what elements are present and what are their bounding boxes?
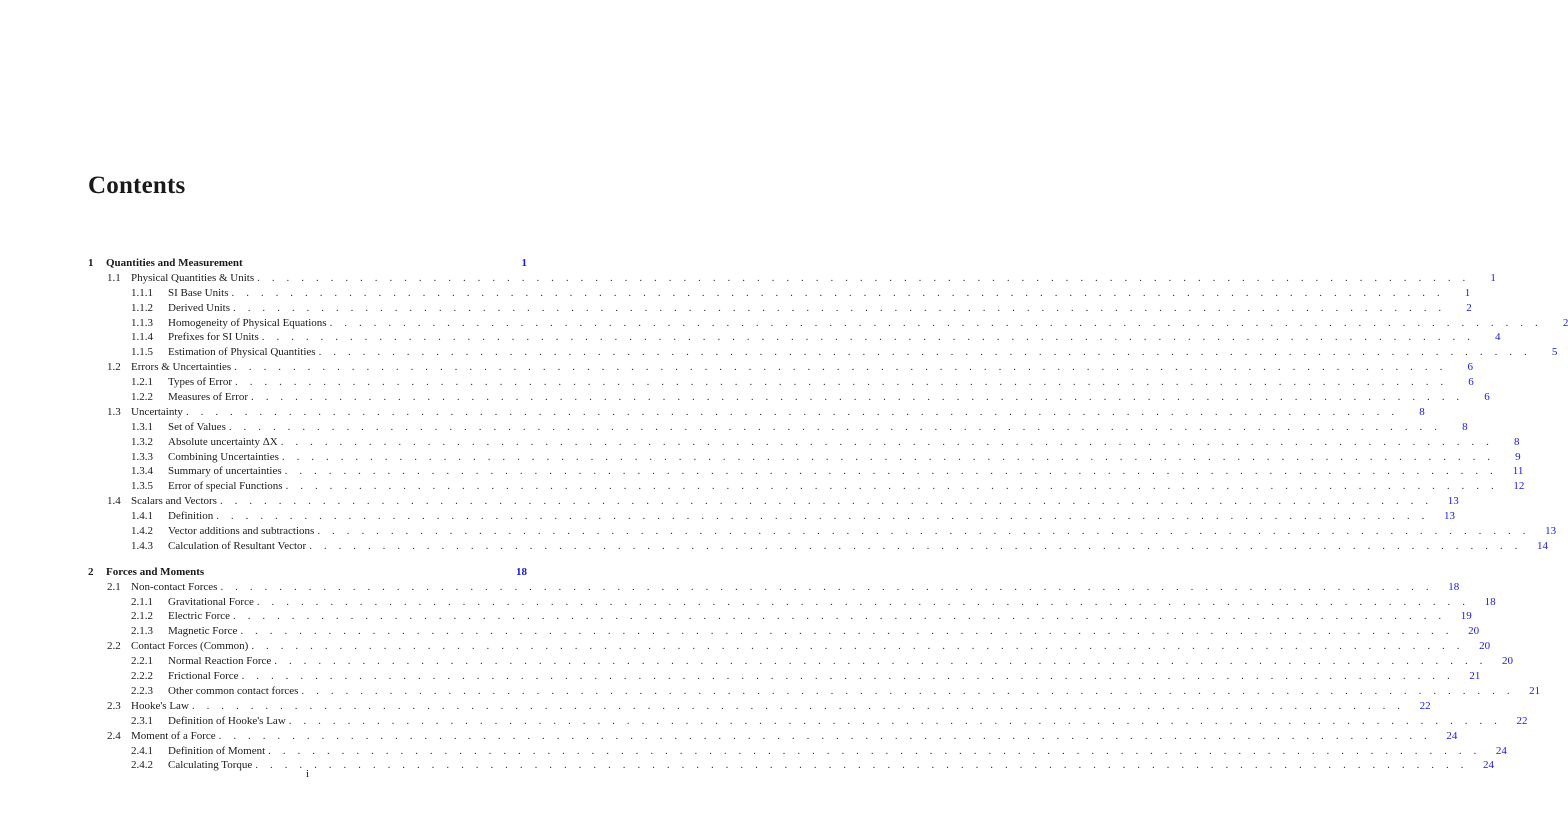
toc-page-link[interactable]: 24: [1495, 744, 1507, 757]
toc-dot-leader: . . . . . . . . . . . . . . . . . . . . . . . . . . . . . . . . . . . . . . . . . . . . . . . . . . . . . . . . . . . . . . . . . . . . . . . . . . . . . . . . . . .: [220, 580, 1434, 593]
toc-entry-number: 2.4: [107, 729, 121, 742]
toc-subsection-entry[interactable]: [0, 375, 1474, 390]
toc-dot-leader: . . . . . . . . . . . . . . . . . . . . . . . . . . . . . . . . . . . . . . . . . . . . . . . . . . . . . . . . . . . . . . . . . . . . . . . . . . . . . . . . . . .: [301, 684, 1515, 697]
toc-page-link[interactable]: 13: [1447, 495, 1459, 508]
toc-page-link[interactable]: 2: [1562, 316, 1568, 329]
toc-subsection-entry[interactable]: [0, 684, 1541, 699]
toc-entry-number: 2.2.2: [131, 670, 153, 683]
toc-page-link[interactable]: 24: [1483, 759, 1495, 772]
toc-page-link[interactable]: 20: [1502, 655, 1513, 668]
toc-entry-number: 1.4.3: [131, 539, 153, 552]
toc-dot-leader: . . . . . . . . . . . . . . . . . . . . . . . . . . . . . . . . . . . . . . . . . . . . . . . . . . . . . . . . . . . . . . . . . . . . . . . . . . . . . . . . . . .: [255, 759, 1469, 772]
toc-entry-number: 1.1: [107, 271, 121, 284]
toc-page-link[interactable]: 13: [1443, 510, 1455, 523]
table-of-contents: [0, 256, 1568, 773]
toc-dot-leader: . . . . . . . . . . . . . . . . . . . . . . . . . . . . . . . . . . . . . . . . . . . . . . . . . . . . . . . . . . . . . . . . . . . . . . . . . . . . . . . . . . .: [284, 465, 1498, 478]
toc-subsection-entry[interactable]: [0, 654, 1513, 669]
toc-entry-number: 1.3.5: [131, 480, 153, 493]
toc-page-link[interactable]: 14: [1536, 539, 1548, 552]
toc-entry-title[interactable]: Normal Reaction Force: [168, 655, 272, 668]
toc-entry-title[interactable]: SI Base Units: [168, 286, 229, 299]
toc-dot-leader: . . . . . . . . . . . . . . . . . . . . . . . . . . . . . . . . . . . . . . . . . . . . . . . . . . . . . . . . . . . . . . . . . . . . . . . . . . . . . . . . . . .: [317, 525, 1531, 538]
toc-section-entry[interactable]: [0, 580, 1460, 595]
toc-dot-leader: . . . . . . . . . . . . . . . . . . . . . . . . . . . . . . . . . . . . . . . . . . . . . . . . . . . . . . . . . . . . . . . . . . . . . . . . . . . . . . . . . . .: [251, 391, 1464, 404]
toc-page-link[interactable]: 21: [1529, 684, 1541, 697]
toc-page-link[interactable]: 11: [1512, 465, 1524, 478]
toc-entry-title[interactable]: Measures of Error: [168, 391, 249, 404]
toc-page-link[interactable]: 20: [1479, 640, 1491, 653]
toc-page-link[interactable]: 2: [1466, 301, 1472, 314]
toc-entry-title[interactable]: Definition: [168, 510, 214, 523]
toc-dot-leader: . . . . . . . . . . . . . . . . . . . . . . . . . . . . . . . . . . . . . . . . . . . . . . . . . . . . . . . . . . . . . . . . . . . . . . . . . . . . . . . . . . .: [285, 480, 1499, 493]
toc-entry-number: 2.2.1: [131, 655, 153, 668]
toc-subsection-entry[interactable]: [0, 301, 1472, 316]
toc-entry-title[interactable]: Moment of a Force: [131, 729, 216, 742]
toc-page-link[interactable]: 18: [516, 565, 527, 578]
toc-dot-leader: . . . . . . . . . . . . . . . . . . . . . . . . . . . . . . . . . . . . . . . . . . . . . . . . . . . . . . . . . . . . . . . . . . . . . . . . . . . . . . . . . . .: [274, 655, 1487, 668]
toc-entry-title[interactable]: Combining Uncertainties: [168, 450, 279, 463]
toc-entry-title[interactable]: Magnetic Force: [168, 625, 238, 638]
toc-page-link[interactable]: 6: [1467, 361, 1473, 374]
toc-entry-title[interactable]: Definition of Hooke's Law: [168, 714, 286, 727]
toc-page-link[interactable]: 6: [1484, 391, 1490, 404]
toc-entry-title[interactable]: Calculating Torque: [168, 759, 253, 772]
toc-dot-leader: . . . . . . . . . . . . . . . . . . . . . . . . . . . . . . . . . . . . . . . . . . . . . . . . . . . . . . . . . . . . . . . . . . . . . . . . . . . . . . . . . . .: [309, 539, 1522, 552]
toc-dot-leader: . . . . . . . . . . . . . . . . . . . . . . . . . . . . . . . . . . . . . . . . . . . . . . . . . . . . . . . . . . . . . . . . . . . . . . . . . . . . . . . . . . .: [216, 510, 1429, 523]
toc-entry-title[interactable]: Vector additions and subtractions: [168, 525, 315, 538]
toc-entry-number: 1.1.3: [131, 316, 153, 329]
toc-subsection-entry[interactable]: [0, 450, 1521, 465]
toc-subsection-entry[interactable]: [0, 539, 1548, 554]
toc-entry-title[interactable]: Calculation of Resultant Vector: [168, 539, 307, 552]
toc-subsection-entry[interactable]: [0, 609, 1472, 624]
toc-dot-leader: . . . . . . . . . . . . . . . . . . . . . . . . . . . . . . . . . . . . . . . . . . . . . . . . . . . . . . . . . . . . . . . . . . . . . . . . . . . . . . . . . . .: [240, 625, 1454, 638]
toc-page-link[interactable]: 22: [1516, 714, 1528, 727]
toc-subsection-entry[interactable]: [0, 744, 1507, 759]
toc-entry-number: 1.1.1: [131, 286, 153, 299]
toc-page-link[interactable]: 8: [1513, 435, 1520, 448]
toc-subsection-entry[interactable]: [0, 669, 1481, 684]
toc-page-link[interactable]: 21: [1469, 670, 1481, 683]
toc-entry-number: 2.3.1: [131, 714, 153, 727]
toc-entry-title[interactable]: Gravitational Force: [168, 595, 254, 608]
toc-dot-leader: . . . . . . . . . . . . . . . . . . . . . . . . . . . . . . . . . . . . . . . . . . . . . . . . . . . . . . . . . . . . . . . . . . . . . . . . . . . . . . . . . . .: [261, 331, 1475, 344]
toc-entry-title[interactable]: Physical Quantities & Units: [131, 271, 255, 284]
toc-chapter-entry[interactable]: [0, 565, 615, 580]
toc-page-link[interactable]: 9: [1515, 450, 1521, 463]
toc-page-link[interactable]: 18: [1448, 580, 1460, 593]
toc-page-link[interactable]: 5: [1551, 346, 1558, 359]
toc-subsection-entry[interactable]: [0, 464, 1524, 479]
toc-entry-number: 2.1: [107, 580, 121, 593]
toc-page-link[interactable]: 19: [1460, 610, 1472, 623]
toc-dot-leader: . . . . . . . . . . . . . . . . . . . . . . . . . . . . . . . . . . . . . . . . . . . . . . . . . . . . . . . . . . . . . . . . . . . . . . . . . . . . . . . . . . .: [231, 286, 1445, 299]
toc-subsection-entry[interactable]: [0, 435, 1520, 450]
toc-dot-leader: . . . . . . . . . . . . . . . . . . . . . . . . . . . . . . . . . . . . . . . . . . . . . . . . . . . . . . . . . . . . . . . . . . . . . . . . . . . . . . . . . . .: [218, 729, 1432, 742]
toc-subsection-entry[interactable]: [0, 509, 1455, 524]
toc-section-entry[interactable]: [0, 405, 1425, 420]
contents-heading: Contents: [88, 172, 186, 199]
toc-entry-title[interactable]: Definition of Moment: [168, 744, 266, 757]
toc-entry-title[interactable]: Set of Values: [168, 420, 226, 433]
toc-entry-title[interactable]: Contact Forces (Common): [131, 640, 249, 653]
toc-entry-number: 1.2.2: [131, 391, 153, 404]
toc-entry-number: 2: [88, 565, 94, 578]
toc-page-link[interactable]: 13: [1545, 525, 1557, 538]
toc-entry-title[interactable]: Absolute uncertainty ΔX: [168, 435, 278, 448]
toc-entry-title[interactable]: Non-contact Forces: [131, 580, 218, 593]
toc-entry-number: 2.1.1: [131, 595, 153, 608]
toc-entry-number: 1.1.4: [131, 331, 153, 344]
toc-subsection-entry[interactable]: [0, 316, 1568, 331]
toc-subsection-entry[interactable]: [0, 345, 1558, 360]
toc-subsection-entry[interactable]: [0, 390, 1490, 405]
toc-dot-leader: . . . . . . . . . . . . . . . . . . . . . . . . . . . . . . . . . . . . . . . . . . . . . . . . . . . . . . . . . . . . . . . . . . . . . . . . . . . . . . . . . . .: [256, 595, 1470, 608]
toc-subsection-entry[interactable]: [0, 595, 1496, 610]
toc-subsection-entry[interactable]: [0, 479, 1525, 494]
toc-entry-number: 2.2: [107, 640, 121, 653]
toc-dot-leader: . . . . . . . . . . . . . . . . . . . . . . . . . . . . . . . . . . . . . . . . . . . . . . . . . . . . . . . . . . . . . . . . . . . . . . . . . . . . . . . . . . .: [268, 744, 1481, 757]
toc-entry-number: 1.3.3: [131, 450, 153, 463]
toc-dot-leader: . . . . . . . . . . . . . . . . . . . . . . . . . . . . . . . . . . . . . . . . . . . . . . . . . . . . . . . . . . . . . . . . . . . . . . . . . . . . . . . . . . .: [318, 346, 1532, 359]
toc-section-entry[interactable]: [0, 699, 1431, 714]
toc-entry-number: 1.2: [107, 361, 121, 374]
toc-entry-number: 1.4.2: [131, 525, 153, 538]
toc-subsection-entry[interactable]: [0, 524, 1557, 539]
toc-page-link[interactable]: 12: [1513, 480, 1525, 493]
toc-page-link[interactable]: 20: [1468, 625, 1480, 638]
toc-page-link[interactable]: 1: [1490, 271, 1496, 284]
toc-dot-leader: . . . . . . . . . . . . . . . . . . . . . . . . . . . . . . . . . . . . . . . . . . . . . . . . . . . . . . . . . . . . . . . . . . . . . . . . . . . . . . . . . . .: [233, 610, 1446, 623]
toc-entry-number: 1.4: [107, 495, 121, 508]
toc-dot-leader: . . . . . . . . . . . . . . . . . . . . . . . . . . . . . . . . . . . . . . . . . . . . . . . . . . . . . . . . . . . . . . . . . . . . . . . . . . . . . . . . . . .: [241, 670, 1455, 683]
toc-dot-leader: . . . . . . . . . . . . . . . . . . . . . . . . . . . . . . . . . . . . . . . . . . . . . . . . . . . . . . . . . . . . . . . . . . . . . . . . . . . . . . . . . . .: [329, 316, 1543, 329]
toc-entry-title[interactable]: Summary of uncertainties: [168, 465, 282, 478]
toc-entry-number: 1.2.1: [131, 376, 153, 389]
toc-dot-leader: . . . . . . . . . . . . . . . . . . . . . . . . . . . . . . . . . . . . . . . . . . . . . . . . . . . . . . . . . . . . . . . . . . . . . . . . . . . . . . . . . . .: [288, 714, 1502, 727]
toc-entry-title[interactable]: Electric Force: [168, 610, 230, 623]
toc-entry-title[interactable]: Errors & Uncertainties: [131, 361, 232, 374]
toc-entry-number: 1.3.2: [131, 435, 153, 448]
toc-dot-leader: . . . . . . . . . . . . . . . . . . . . . . . . . . . . . . . . . . . . . . . . . . . . . . . . . . . . . . . . . . . . . . . . . . . . . . . . . . . . . . . . . . .: [191, 699, 1405, 712]
toc-entry-number: 1.1.2: [131, 301, 153, 314]
toc-dot-leader: . . . . . . . . . . . . . . . . . . . . . . . . . . . . . . . . . . . . . . . . . . . . . . . . . . . . . . . . . . . . . . . . . . . . . . . . . . . . . . . . . . .: [234, 361, 1447, 374]
toc-page-link[interactable]: 18: [1484, 595, 1496, 608]
toc-dot-leader: . . . . . . . . . . . . . . . . . . . . . . . . . . . . . . . . . . . . . . . . . . . . . . . . . . . . . . . . . . . . . . . . . . . . . . . . . . . . . . . . . . .: [257, 271, 1470, 284]
toc-entry-title[interactable]: Quantities and Measurement: [106, 257, 243, 269]
toc-page-link[interactable]: 8: [1419, 405, 1425, 418]
toc-entry-number: 1.3.1: [131, 420, 153, 433]
toc-entry-number: 2.4.1: [131, 744, 153, 757]
toc-dot-leader: . . . . . . . . . . . . . . . . . . . . . . . . . . . . . . . . . . . . . . . . . . . . . . . . . . . . . . . . . . . . . . . . . . . . . . . . . . . . . . . . . . .: [228, 420, 1442, 433]
toc-subsection-entry[interactable]: [0, 330, 1501, 345]
toc-subsection-entry[interactable]: [0, 714, 1528, 729]
toc-entry-number: 2.1.2: [131, 610, 153, 623]
toc-subsection-entry[interactable]: [0, 420, 1468, 435]
toc-entry-number: 1.1.5: [131, 346, 153, 359]
toc-dot-leader: . . . . . . . . . . . . . . . . . . . . . . . . . . . . . . . . . . . . . . . . . . . . . . . . . . . . . . . . . . . . . . . . . . . . . . . . . . . . . . . . . . .: [280, 435, 1494, 448]
toc-page-link[interactable]: 4: [1495, 331, 1501, 344]
toc-dot-leader: . . . . . . . . . . . . . . . . . . . . . . . . . . . . . . . . . . . . . . . . . . . . . . . . . . . . . . . . . . . . . . . . . . . . . . . . . . . . . . . . . . .: [233, 301, 1446, 314]
toc-dot-leader: . . . . . . . . . . . . . . . . . . . . . . . . . . . . . . . . . . . . . . . . . . . . . . . . . . . . . . . . . . . . . . . . . . . . . . . . . . . . . . . . . . .: [219, 495, 1433, 508]
toc-entry-number: 1.4.1: [131, 510, 153, 523]
toc-chapter-entry[interactable]: [0, 256, 615, 271]
toc-page-link[interactable]: 8: [1462, 420, 1468, 433]
toc-section-entry[interactable]: [0, 729, 1458, 744]
toc-section-entry[interactable]: [0, 360, 1473, 375]
toc-entry-number: 2.3: [107, 699, 121, 712]
toc-dot-leader: . . . . . . . . . . . . . . . . . . . . . . . . . . . . . . . . . . . . . . . . . . . . . . . . . . . . . . . . . . . . . . . . . . . . . . . . . . . . . . . . . . .: [251, 640, 1465, 653]
toc-entry-title[interactable]: Scalars and Vectors: [131, 495, 217, 508]
toc-entry-number: 1.3: [107, 405, 121, 418]
toc-entry-title[interactable]: Frictional Force: [168, 670, 239, 683]
toc-page-link[interactable]: 6: [1468, 376, 1474, 389]
toc-dot-leader: . . . . . . . . . . . . . . . . . . . . . . . . . . . . . . . . . . . . . . . . . . . . . . . . . . . . . . . . . . . . . . . . . . . . . . . . . . . . . . . . . . .: [235, 376, 1448, 389]
toc-dot-leader: . . . . . . . . . . . . . . . . . . . . . . . . . . . . . . . . . . . . . . . . . . . . . . . . . . . . . . . . . . . . . . . . . . . . . . . . . . . . . . . . . . .: [185, 405, 1399, 418]
toc-entry-title[interactable]: Prefixes for SI Units: [168, 331, 259, 344]
toc-entry-title[interactable]: Types of Error: [168, 376, 232, 389]
toc-entry-title[interactable]: Other common contact forces: [168, 684, 299, 697]
toc-entry-title[interactable]: Uncertainty: [131, 405, 183, 418]
toc-entry-title[interactable]: Homogeneity of Physical Equations: [168, 316, 327, 329]
toc-section-entry[interactable]: [0, 639, 1491, 654]
toc-page-link[interactable]: 24: [1446, 729, 1458, 742]
page-footer-number: i: [305, 768, 310, 780]
toc-page-link[interactable]: 1: [1464, 286, 1471, 299]
toc-entry-number: 2.2.3: [131, 684, 153, 697]
toc-page-link[interactable]: 22: [1419, 699, 1431, 712]
toc-entry-title[interactable]: Hooke's Law: [131, 699, 189, 712]
toc-entry-number: 1.3.4: [131, 465, 153, 478]
toc-entry-title[interactable]: Forces and Moments: [106, 565, 205, 578]
toc-entry-number: 2.4.2: [131, 759, 153, 772]
toc-entry-title[interactable]: Error of special Functions: [168, 480, 283, 493]
toc-entry-number: 1: [88, 257, 94, 269]
toc-subsection-entry[interactable]: [0, 624, 1480, 639]
toc-subsection-entry[interactable]: [0, 286, 1471, 301]
toc-section-entry[interactable]: [0, 271, 1496, 286]
toc-dot-leader: . . . . . . . . . . . . . . . . . . . . . . . . . . . . . . . . . . . . . . . . . . . . . . . . . . . . . . . . . . . . . . . . . . . . . . . . . . . . . . . . . . .: [281, 450, 1495, 463]
toc-entry-title[interactable]: Estimation of Physical Quantities: [168, 346, 316, 359]
toc-entry-title[interactable]: Derived Units: [168, 301, 231, 314]
toc-entry-number: 2.1.3: [131, 625, 153, 638]
toc-page-link[interactable]: 1: [521, 257, 527, 269]
toc-section-entry[interactable]: [0, 494, 1459, 509]
